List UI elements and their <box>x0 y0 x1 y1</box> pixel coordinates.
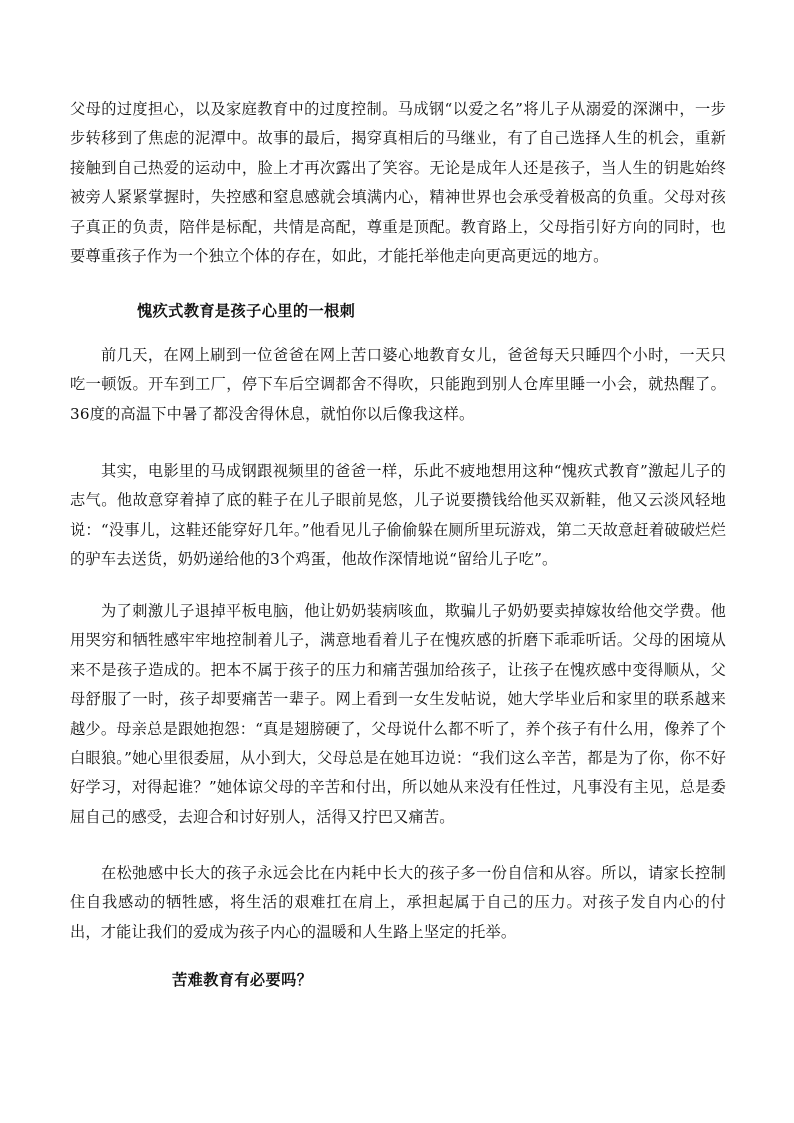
section-heading-guilt-education: 愧疚式教育是孩子心里的一根刺 <box>137 302 356 320</box>
section-heading-hardship-education: 苦难教育有必要吗？ <box>172 971 313 989</box>
paragraph-movie-father: 其实，电影里的马成钢跟视频里的爸爸一样，乐此不疲地想用这种“愧疚式教育”激起儿子的志气。他故意穿着掉了底的鞋子在儿子眼前晃悠，儿子说要攒钱给他买双新鞋，他又云淡风轻地说：“没事儿，这鞋还能穿好几年。”他看见儿子偷偷躲在厕所里玩游戏，第二天故意赶着破破烂烂的驴车去送货，奶奶递给他的3个鸡蛋，他故作深情地说“留给儿子吃”。 <box>70 462 726 569</box>
paragraph-relaxed-growth: 在松弛感中长大的孩子永远会比在内耗中长大的孩子多一份自信和从容。所以，请家长控制住自我感动的牺牲感，将生活的艰难扛在肩上，承担起属于自己的压力。对孩子发自内心的付出，才能让我们的爱成为孩子内心的温暖和人生路上坚定的托举。 <box>70 864 726 941</box>
paragraph-tablet-story: 为了刺激儿子退掉平板电脑，他让奶奶装病咳血，欺骗儿子奶奶要卖掉嫁妆给他交学费。他用哭穷和牺牲感牢牢地控制着儿子，满意地看着儿子在愧疚感的折磨下乖乖听话。父母的困境从来不是孩子造成的。把本不属于孩子的压力和痛苦强加给孩子，让孩子在愧疚感中变得顺从，父母舒服了一时，孩子却要痛苦一辈子。网上看到一女生发帖说，她大学毕业后和家里的联系越来越少。母亲总是跟她抱怨：“真是翅膀硬了，父母说什么都不听了，养个孩子有什么用，像养了个白眼狼。”她心里很委屈，从小到大，父母总是在她耳边说：“我们这么辛苦，都是为了你，你不好好学习，对得起谁？”她体谅父母的辛苦和付出，所以她从来没有任性过，凡事没有主见，总是委屈自己的感受，去迎合和讨好别人，活得又拧巴又痛苦。 <box>70 602 726 826</box>
paragraph-over-control: 父母的过度担心，以及家庭教育中的过度控制。马成钢“以爱之名”将儿子从溺爱的深渊中，一步步转移到了焦虑的泥潭中。故事的最后，揭穿真相后的马继业，有了自己选择人生的机会，重新接触到自己热爱的运动中，脸上才再次露出了笑容。无论是成年人还是孩子，当人生的钥匙始终被旁人紧紧掌握时，失控感和窒息感就会填满内心，精神世界也会承受着极高的负重。父母对孩子真正的负责，陪伴是标配，共情是高配，尊重是顶配。教育路上，父母指引好方向的同时，也要尊重孩子作为一个独立个体的存在，如此，才能托举他走向更高更远的地方。 <box>70 100 726 266</box>
paragraph-father-video: 前几天，在网上刷到一位爸爸在网上苦口婆心地教育女儿，爸爸每天只睡四个小时，一天只吃一顿饭。开车到工厂，停下车后空调都舍不得吹，只能跑到别人仓库里睡一小会，就热醒了。36度的高温下中暑了都没舍得休息，就怕你以后像我这样。 <box>70 346 726 423</box>
